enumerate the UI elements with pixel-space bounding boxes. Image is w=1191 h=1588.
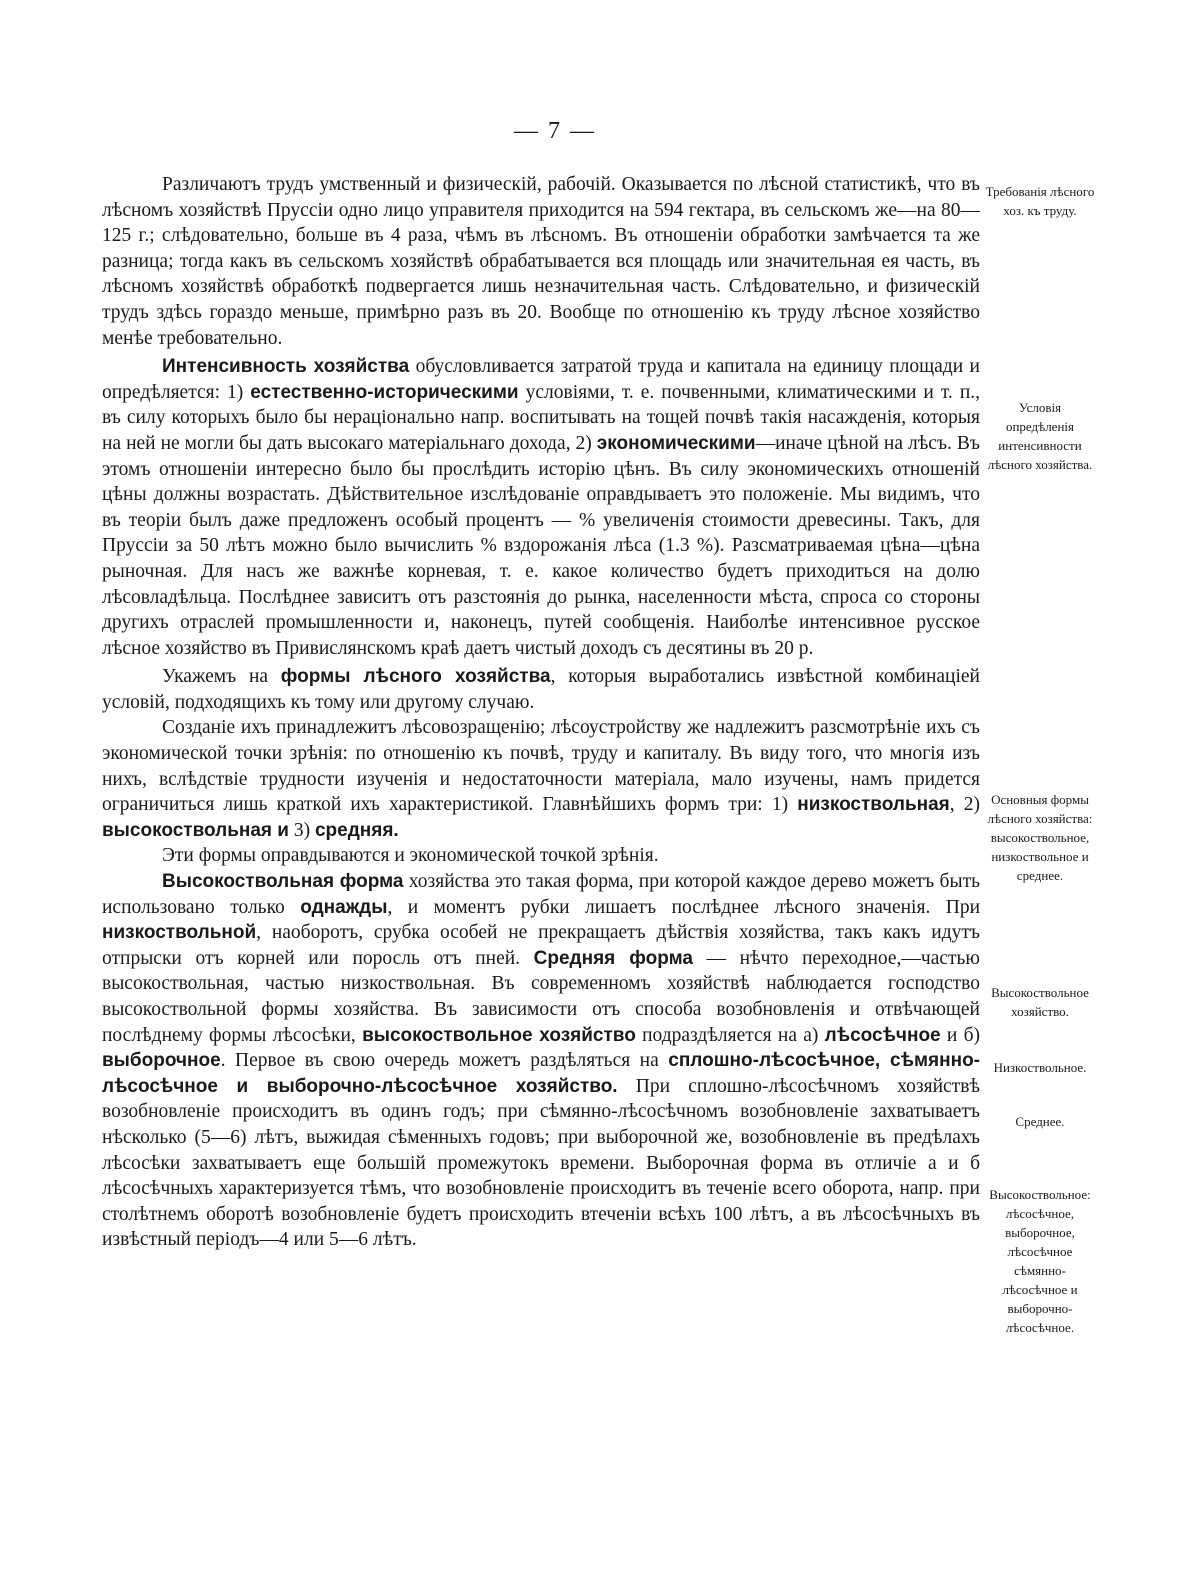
bold-term: экономическими [596,432,756,454]
text-run: При сплошно-лѣсосѣчномъ хозяйствѣ возобновленіе происходитъ въ одинъ годъ; при сѣмянно-лѣсосѣчномъ возобновленіе захватываетъ нѣсколько (5—6) лѣтъ, выжидая сѣменныхъ годовъ; при выборочной же, возобновленіе въ предѣлахъ лѣсосѣки захватываетъ еще большій промежутокъ времени. Выборочная форма въ отличіе а и б лѣсосѣчныхъ характеризуется тѣмъ, что возобновленіе происходитъ въ теченіе всего оборота, напр. при столѣтнемъ оборотѣ возобновленіе будетъ происходить втеченіи всѣхъ 100 лѣтъ, а въ лѣсосѣчныхъ въ извѣстный періодъ—4 или 5—6 лѣтъ. [102,1075,981,1251]
paragraph-high-forest [102,869,980,1253]
bold-term: Интенсивность хозяйства [162,356,410,378]
margin-note-middle-forest: Среднее. [1015,1114,1065,1129]
bold-term: лѣсосѣчное [824,1024,941,1046]
text-run: 3) [288,819,315,841]
bold-term: однажды [300,896,388,918]
text-run: Различаютъ трудъ умственный и физическій, рабочій. Оказывается по лѣсной статистикѣ, что въ лѣсномъ хозяйствѣ Пруссіи одно лицо управителя приходится на 594 гектара, въ сельскомъ же—на 80—125 г.; слѣдовательно, больше въ 4 раза, чѣмъ въ лѣсномъ. Въ отношеніи обработки замѣчается та же разница; тогда какъ въ сельскомъ хозяйствѣ обрабатывается вся площадь или значительная ея часть, въ лѣсномъ хозяйствѣ обработкѣ подвергается лишь незначительная часть. Слѣдовательно, и физическій трудъ здѣсь гораздо меньше, примѣрно разъ въ 20. Вообще по отношенію къ труду лѣсное хозяйство менѣе требовательно. [102,174,980,349]
bold-term: Средняя форма [533,947,693,969]
bold-term: средняя. [314,819,399,841]
paragraph-intensity [102,354,980,661]
text-run: условіями, т. е. почвенными, климатическими и т. п., въ силу которыхъ было бы нераціонально напр. воспитывать на тощей почвѣ такія насажденія, которыя на ней не могли бы дать высокаго матеріальнаго дохода, 2) [102,381,981,454]
text-run: Эти формы оправдываются и экономической точкой зрѣнія. [162,845,659,867]
text-run: , которыя выработались извѣстной комбинаціей условій, подходящихъ къ тому или другому случаю. [102,666,980,713]
main-text [102,172,980,1253]
bold-term: высокоствольное хозяйство [362,1024,636,1046]
text-run: , наоборотъ, срубка особей не прекращаетъ дѣйствія хозяйства, такъ какъ идутъ отпрыски отъ корней или поросль отъ пней. [102,922,980,969]
text-run: и б) [940,1024,981,1046]
text-run: , 2) [949,794,980,816]
paragraph-forms-justified [102,843,980,869]
bold-term: Высокоствольная форма [162,871,404,893]
paragraph-forms-intro [102,664,980,715]
text-run: подраздѣляется на а) [635,1024,825,1046]
margin-note-high-forest: Высокоствольное хозяйство. [991,985,1089,1019]
bold-term: формы лѣсного хозяйства [280,666,551,688]
text-run: —иначе цѣной на лѣсъ. Въ этомъ отношеніи интересно было бы прослѣдить исторію цѣнъ. Въ силу экономическихъ отношеній цѣны должны возрастать. Дѣйствительное изслѣдованіе оправдываетъ это положеніе. Мы видимъ, что въ теоріи былъ даже предложенъ особый процентъ — % увеличенія стоимости древесины. Такъ, для Пруссіи за 50 лѣтъ можно было вычислить % вздорожанія лѣса (1.3 %). Разсматриваемая цѣна—цѣна рыночная. Для насъ же важнѣе корневая, т. е. какое количество будетъ приходиться на долю лѣсовладѣльца. Послѣднее зависитъ отъ разстоянія до рынка, населенности мѣста, спроса со стороны другихъ отраслей промышленности и, наконецъ, путей сообщенія. Наиболѣе интенсивное русское лѣсное хозяйство въ Привислянскомъ краѣ даетъ чистый доходъ съ десятины въ 20 р. [102,432,980,659]
bold-term: низкоствольная [797,794,950,816]
text-run: , и моментъ рубки лишаетъ послѣднее лѣсного значенія. При [387,896,981,918]
margin-note-low-forest: Низкоствольное. [993,1060,1087,1075]
bold-term: естественно-историческими [250,381,519,403]
paragraph-forms-creation [102,715,980,843]
bold-term: высокоствольная и [102,819,289,841]
text-run: — нѣчто переходное,—частью высокоствольная, частью низкоствольная. Въ современномъ хозяйствѣ наблюдается господство высокоствольной формы хозяйства. Въ зависимости отъ способа возобновленія и отвѣчающей послѣднему формы лѣсосѣки, [102,947,980,1046]
bold-term: сплошно-лѣсосѣчное, сѣмянно-лѣсосѣчное и выборочно-лѣсосѣчное хозяйство. [102,1050,981,1097]
text-run: Укажемъ на [162,666,281,688]
text-run: хозяйства это такая форма, при которой каждое дерево можетъ быть использовано только [102,871,980,918]
text-run: . Первое въ свою очередь можетъ раздѣляться на [220,1050,669,1072]
margin-note-intensity: Условія опредѣленія интенсивности лѣсного хозяйства. [987,400,1093,472]
paragraph-labor [102,172,980,351]
bold-term: выборочное [102,1050,221,1072]
text-run: обусловливается затратой труда и капитала на единицу площади и опредѣляется: 1) [102,356,980,403]
margin-note-labor: Требованія лѣсного хоз. къ труду. [985,184,1095,218]
margin-note-forms: Основныя формы лѣсного хозяйства: высокоствольное, низкоствольное и среднее. [987,792,1093,883]
page-number: — 7 — [514,118,596,144]
text-run: Созданіе ихъ принадлежитъ лѣсовозращенію; лѣсоустройству же надлежитъ разсмотрѣніе ихъ съ экономической точки зрѣнія: по отношенію къ почвѣ, труду и капиталу. Въ виду того, что многія изъ нихъ, вслѣдствіе трудности изученія и недостаточности матеріала, мало изучены, намъ придется ограничиться лишь краткой ихъ характеристикой. Главнѣйшихъ формъ три: 1) [102,717,980,816]
bold-term: низкоствольной [102,922,257,944]
margin-note-high-forest-kinds: Высокоствольное: лѣсосѣчное, выборочное, лѣсосѣчное сѣмянно-лѣсосѣчное и выборочно-лѣсосѣчное. [989,1187,1091,1335]
